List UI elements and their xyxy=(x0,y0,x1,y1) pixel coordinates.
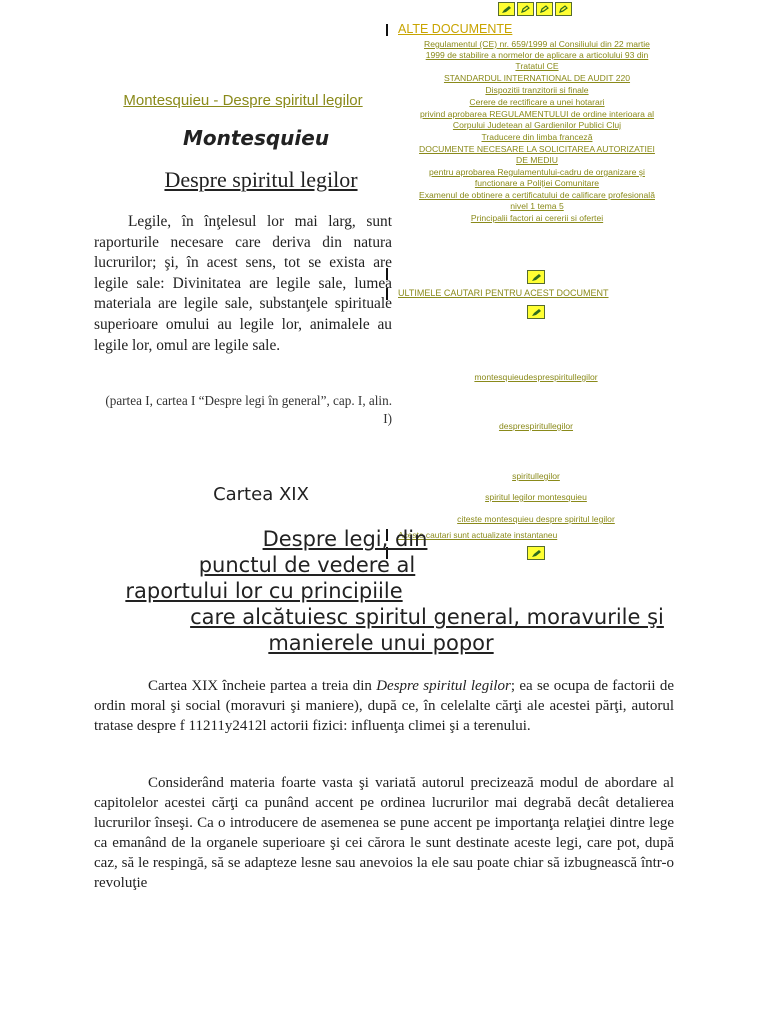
related-document-link[interactable]: Cerere de rectificare a unei hotarari xyxy=(469,97,605,107)
related-document-link[interactable]: Traducere din limba franceză xyxy=(481,132,593,142)
heading-line: manierele unui popor xyxy=(268,631,494,655)
comment-icon[interactable] xyxy=(517,2,534,16)
related-document-link[interactable]: Regulamentul (CE) nr. 659/1999 al Consiliului din 22 martie 1999 de stabilire a normelor de aplicare a articolului 93 din Tratatul CE xyxy=(424,39,650,71)
quote-citation: (partea I, cartea I “Despre legi în general”, cap. I, alin. I) xyxy=(105,393,392,426)
pencil-edit-icon[interactable] xyxy=(498,2,515,16)
opening-quote: Legile, în înţelesul lor mai larg, sunt raporturile necesare care deriva din natura lucrurilor; şi, în acest sens, tot se exista are legile sale: Divinitatea are legile sale, lumea materiala are legile sale, substanţele spirituale superioare omului au legile lor, animalele au legile lor, omul are legile sale. xyxy=(94,213,392,354)
search-tag-link[interactable]: desprespiritullegilor xyxy=(498,421,574,431)
body-paragraph: Considerând materia foarte vasta şi variată autorul precizează modul de abordare al capitolelor acestei cărţi ca punând accent pe ordinea lucrurilor mai degrabă decât detalierea lucrurilor înseşi. Ca o introducere de asemenea se pune accent pe importanţa relaţiei dintre lege ca emanând de la organele superioare şi cei cărora le sunt destinate aceste legi, care pot, după caz, să le respingă, să se adapteze lesne sau anevoios la ele sau poate chiar să izbugnească într-o revoluţie xyxy=(94,775,674,891)
search-tag-link[interactable]: montesquieudesprespiritullegilor xyxy=(474,372,598,382)
paragraph-italic-title: Despre spiritul legilor xyxy=(376,678,511,694)
top-toolbar xyxy=(498,2,572,16)
pencil-edit-icon[interactable] xyxy=(527,270,545,284)
related-document-link[interactable]: pentru aprobarea Regulamentului-cadru de organizare şi functionare a Poliţiei Comunitare xyxy=(429,167,645,188)
heading-line: Despre legi, din xyxy=(262,527,428,551)
book-number: Cartea XIX xyxy=(213,484,309,505)
page-title-link[interactable]: Montesquieu - Despre spiritul legilor xyxy=(123,92,363,109)
heading-line: punctul de vedere al xyxy=(198,553,416,577)
body-paragraph xyxy=(94,676,674,736)
paragraph-text: ; ea se ocupa de factorii de ordin moral şi social (moravuri şi maniere), după ce, în celelalte cărţi ale acestei părţi, autorul tratase despre f 11211y2412l actorii fizici: influenţa climei şi a terenului. xyxy=(94,678,675,734)
comment-icon[interactable] xyxy=(555,2,572,16)
pencil-edit-icon[interactable] xyxy=(527,305,545,319)
search-tag-link[interactable]: citeste montesquieu despre spiritul legilor xyxy=(457,514,615,524)
search-tag-link[interactable]: spiritul legilor montesquieu xyxy=(485,492,587,502)
document-title: Despre spiritul legilor xyxy=(164,167,358,192)
related-document-link[interactable]: DOCUMENTE NECESARE LA SOLICITAREA AUTORIZATIEI DE MEDIU xyxy=(419,144,655,165)
heading-line: raportului lor cu principiile xyxy=(125,579,403,603)
separator-bar xyxy=(386,24,388,36)
recent-searches-header[interactable]: ULTIMELE CAUTARI PENTRU ACEST DOCUMENT xyxy=(398,288,609,298)
heading-line: care alcătuiesc spiritul general, moravurile şi xyxy=(190,605,664,629)
chapter-heading xyxy=(90,526,680,656)
search-tag-link[interactable]: spiritullegilor xyxy=(512,471,560,481)
document-author: Montesquieu xyxy=(182,126,330,150)
searches-update-note[interactable]: Aceste cautari sunt actualizate instantaneu xyxy=(398,530,558,540)
related-document-link[interactable]: Dispozitii tranzitorii si finale xyxy=(485,85,589,95)
other-documents-header[interactable]: ALTE DOCUMENTE xyxy=(398,22,513,36)
comment-icon[interactable] xyxy=(536,2,553,16)
related-document-link[interactable]: privind aprobarea REGULAMENTULUI de ordine interioara al Corpului Judetean al Gardienilor Publici Cluj xyxy=(419,109,655,130)
related-documents-list xyxy=(418,39,656,225)
related-document-link[interactable]: Examenul de obtinere a certificatului de calificare profesională nivel 1 tema 5 xyxy=(419,190,655,211)
paragraph-text: Cartea XIX încheie partea a treia din xyxy=(148,678,377,694)
related-document-link[interactable]: Principalii factori ai cererii si ofertei xyxy=(470,213,604,223)
related-document-link[interactable]: STANDARDUL INTERNATIONAL DE AUDIT 220 xyxy=(443,73,631,83)
